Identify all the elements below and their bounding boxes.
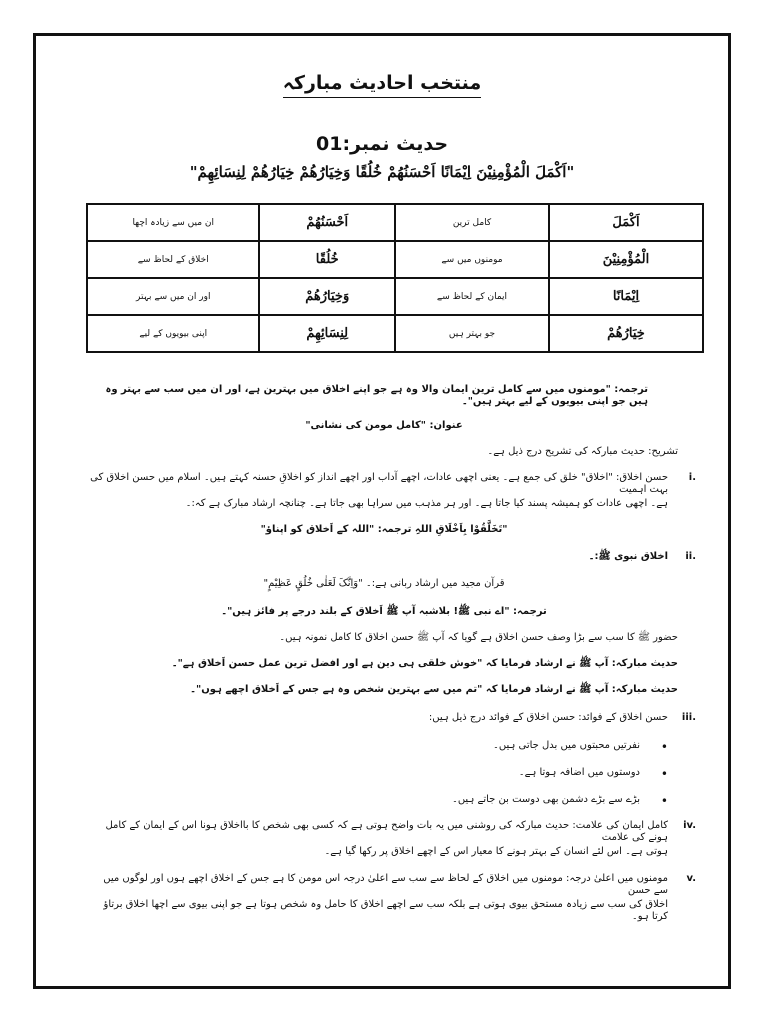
unwan-heading: عنوان: "کامل مومن کی نشانی" [305, 420, 463, 431]
bullet-icon: • [660, 767, 668, 781]
point-i-quote: "تَخَلَّقُوْا بِاَخْلَاقِ اللہِ ترجمہ: "اللہ کے اَخلاق کو اپناؤ" [260, 524, 508, 535]
table-cell: مومنوں میں سے [395, 241, 549, 278]
point-number: iii. [681, 712, 696, 723]
list-item-text: نفرتیں محبتوں میں بدل جاتی ہیں۔ [492, 740, 640, 751]
point-iii-heading [90, 712, 696, 724]
table-cell: اور ان میں سے بہتر [87, 278, 259, 315]
point-number: v. [686, 873, 696, 884]
page-title: منتخب احادیث مبارکہ [0, 72, 764, 94]
bullet-icon: • [660, 740, 668, 754]
table-cell: اَکْمَلَ [549, 204, 703, 241]
point-iv-text: کامل ایمان کی علامت: حدیث مبارکہ کی روشنی میں یہ بات واضح ہوتی ہے کہ کسی بھی شخص کا بااخلاق ہونا اس کے ایمان کے کامل ہونے کی علامت [105, 820, 668, 843]
point-ii-heading [90, 551, 696, 563]
table-cell: الْمُؤْمِنِیْنَ [549, 241, 703, 278]
point-v-line-1 [90, 873, 696, 897]
vocabulary-table [86, 203, 704, 353]
point-i-line-2: ہے۔ اچھی عادات کو ہمیشہ پسند کیا جاتا ہے۔ اور ہر مذہب میں سراہا بھی جاتا ہے۔ چنانچہ ارشاد مبارک ہے کہ:۔ [185, 498, 668, 509]
list-item [90, 740, 668, 754]
point-ii-text: حضور ﷺ کا سب سے بڑا وصف حسن اخلاق ہے گویا کہ آپ ﷺ حسن اخلاق کا کامل نمونہ ہیں۔ [279, 632, 678, 643]
list-item [90, 767, 668, 781]
table-cell: ان میں سے زیادہ اچھا [87, 204, 259, 241]
point-iv-line-1 [90, 820, 696, 844]
point-i-line-1 [90, 472, 696, 496]
table-row [87, 241, 703, 278]
list-item-text: دوستوں میں اضافہ ہوتا ہے۔ [518, 767, 640, 778]
table-cell: اپنی بیویوں کے لیے [87, 315, 259, 352]
point-number: ii. [685, 551, 696, 562]
point-ii-heading-text: اخلاق نبوی ﷺ:۔ [588, 551, 668, 562]
hadith-number: حدیث نمبر:01 [315, 133, 449, 155]
point-iii-heading-text: حسن اخلاق کے فوائد: حسن اخلاق کے فوائد درج ذیل ہیں: [428, 712, 668, 723]
table-cell: وَخِیَارُھُمْ [259, 278, 395, 315]
bullet-icon: • [660, 794, 668, 808]
tashreeh-heading: تشریح: حدیث مبارکہ کی تشریح درج ذیل ہے۔ [487, 446, 678, 457]
table-cell: اخلاق کے لحاظ سے [87, 241, 259, 278]
table-cell: ایمان کے لحاظ سے [395, 278, 549, 315]
table-cell: خُلُقًا [259, 241, 395, 278]
table-row [87, 278, 703, 315]
table-cell: اَحْسَنُھُمْ [259, 204, 395, 241]
hadith-arabic-text: "اَکْمَلَ الْمُؤْمِنِیْنَ اِیْمَانًا اَحْسَنُھُمْ خُلُقًا وَخِیَارُھُمْ خِیَارُھُمْ لِنِسَائِھِمْ" [189, 163, 575, 181]
point-number: i. [688, 472, 696, 483]
table-cell: کامل ترین [395, 204, 549, 241]
point-i-text: حسن اخلاق: "اخلاق" خلق کی جمع ہے۔ یعنی اچھی عادات، اچھے آداب اور اچھے انداز کو اخلاقِ حسنہ کہتے ہیں۔ اسلام میں حسن اخلاق کی بہت اہمیت [90, 472, 668, 495]
point-ii-translation: ترجمہ: "اے نبی ﷺ! بلاشبہ آپ ﷺ اَخلاق کے بلند درجے پر فائز ہیں"۔ [221, 606, 547, 617]
table-cell: جو بہتر ہیں [395, 315, 549, 352]
point-ii-quran: قرآن مجید میں ارشاد ربانی ہے:۔ "وَاِنَّکَ لَعَلٰی خُلُقٍ عَظِیْمٍ" [263, 578, 505, 589]
translation: ترجمہ: "مومنوں میں سے کامل ترین ایمان والا وہ ہے جو اپنے اخلاق میں بہترین ہے، اور ان میں سب سے بہتر وہ ہیں جو اپنی بیویوں کے لیے بہتر ہیں"۔ [105, 384, 648, 407]
list-item-text: بڑے سے بڑے دشمن بھی دوست بن جاتے ہیں۔ [451, 794, 640, 805]
point-number: iv. [683, 820, 696, 831]
point-ii-hadith-1: حدیث مبارکہ: آپ ﷺ نے ارشاد فرمایا کہ "خوش خلقی ہی دین ہے اور افضل ترین عمل حسن اَخلاق ہے"۔ [171, 658, 678, 669]
point-v-text: مومنوں میں اعلیٰ درجہ: مومنوں میں اخلاق کے لحاظ سے سب سے اعلیٰ درجہ اس مومن کا ہے جس کے اخلاق اچھے ہوں اور لوگوں میں سے حسن [103, 873, 668, 896]
table-row [87, 315, 703, 352]
table-cell: لِنِسَائِھِمْ [259, 315, 395, 352]
table-cell: اِیْمَانًا [549, 278, 703, 315]
point-v-line-2: اخلاق کی سب سے زیادہ مستحق بیوی ہوتی ہے بلکہ سب سے اچھے اخلاق کا حامل وہ شخص ہوتا ہے جو اپنی بیوی سے اچھا اخلاق برتاؤ کرتا ہو۔ [103, 899, 668, 922]
point-iv-line-2: ہوتی ہے۔ اس لئے انسان کے بہتر ہونے کا معیار اس کے اچھے اخلاق پر رکھا گیا ہے۔ [324, 846, 668, 857]
table-row [87, 204, 703, 241]
list-item [90, 794, 668, 808]
point-ii-hadith-2: حدیث مبارکہ: آپ ﷺ نے ارشاد فرمایا کہ "تم میں سے بہترین شخص وہ ہے جس کے اَخلاق اچھے ہوں"۔ [190, 684, 678, 695]
table-cell: خِیَارُھُمْ [549, 315, 703, 352]
